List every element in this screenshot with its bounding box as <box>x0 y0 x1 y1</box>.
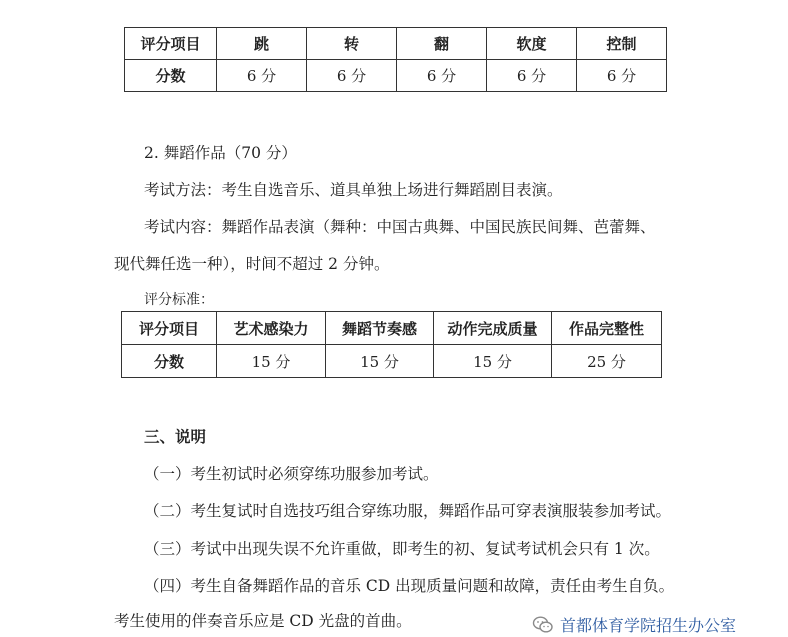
table-row <box>125 60 667 92</box>
notes-heading: 三、说明 <box>144 428 207 446</box>
table-header-cell: 作品完整性 <box>552 312 662 345</box>
table-cell: 分数 <box>125 60 217 92</box>
table-header-cell: 跳 <box>217 28 307 60</box>
table-cell: 25 分 <box>552 345 662 378</box>
exam-method-text: 考试方法：考生自选音乐、道具单独上场进行舞蹈剧目表演。 <box>144 181 563 199</box>
table-cell: 6 分 <box>487 60 577 92</box>
table-header-cell: 艺术感染力 <box>217 312 326 345</box>
table-header-cell: 舞蹈节奏感 <box>326 312 434 345</box>
note-item: （三）考试中出现失误不允许重做，即考生的初、复试考试机会只有 1 次。 <box>144 540 660 558</box>
wechat-icon <box>532 615 554 635</box>
note-item: （四）考生自备舞蹈作品的音乐 CD 出现质量问题和故障，责任由考生自负。 <box>144 577 675 595</box>
table-header-row <box>122 312 662 345</box>
exam-content-text: 考试内容：舞蹈作品表演（舞种：中国古典舞、中国民族民间舞、芭蕾舞、 <box>144 218 656 236</box>
watermark-text: 首都体育学院招生办公室 <box>560 616 737 635</box>
table-cell: 6 分 <box>307 60 397 92</box>
note-item: （一）考生初试时必须穿练功服参加考试。 <box>144 465 439 483</box>
table-header-cell: 评分项目 <box>125 28 217 60</box>
exam-content-text-cont: 现代舞任选一种），时间不超过 2 分钟。 <box>114 255 390 273</box>
criteria-label: 评分标准： <box>144 292 214 308</box>
table-cell: 15 分 <box>217 345 326 378</box>
table-header-cell: 翻 <box>397 28 487 60</box>
score-table-skills <box>124 27 667 92</box>
table-header-cell: 控制 <box>577 28 667 60</box>
table-header-cell: 转 <box>307 28 397 60</box>
table-cell: 6 分 <box>577 60 667 92</box>
table-header-cell: 动作完成质量 <box>434 312 552 345</box>
section-title: 2. 舞蹈作品（70 分） <box>144 144 297 162</box>
table-row <box>122 345 662 378</box>
table-cell: 15 分 <box>326 345 434 378</box>
table-header-cell: 软度 <box>487 28 577 60</box>
table-header-row <box>125 28 667 60</box>
table-cell: 6 分 <box>217 60 307 92</box>
note-item-cont: 考生使用的伴奏音乐应是 CD 光盘的首曲。 <box>114 612 412 630</box>
table-cell: 6 分 <box>397 60 487 92</box>
table-header-cell: 评分项目 <box>122 312 217 345</box>
watermark <box>532 612 788 637</box>
table-cell: 分数 <box>122 345 217 378</box>
table-cell: 15 分 <box>434 345 552 378</box>
score-table-work <box>121 311 662 378</box>
note-item: （二）考生复试时自选技巧组合穿练功服，舞蹈作品可穿表演服装参加考试。 <box>144 502 672 520</box>
